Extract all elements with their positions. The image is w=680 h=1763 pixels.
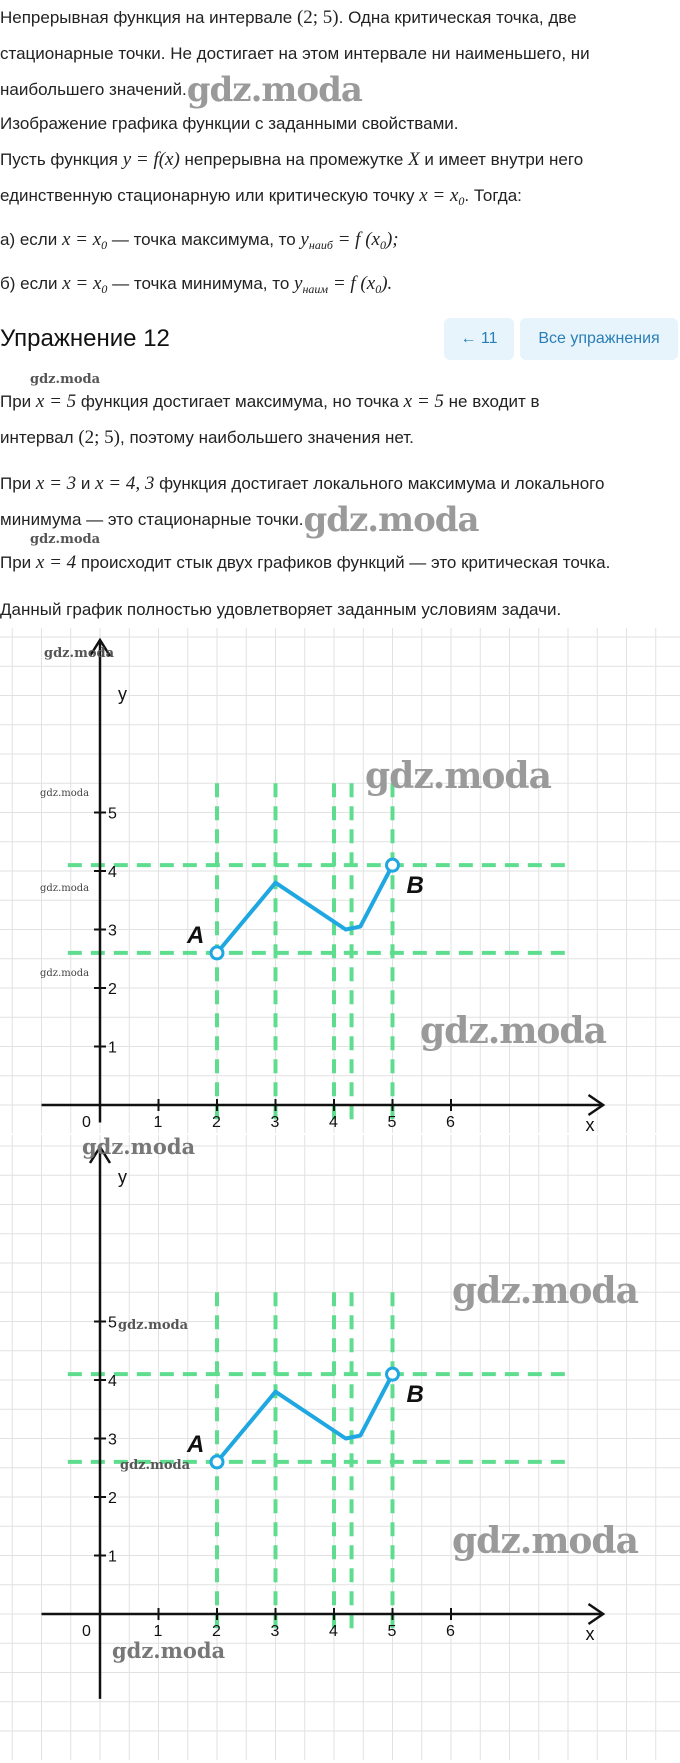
text: происходит стык двух графиков функций — это критическая точка. <box>76 553 611 572</box>
watermark: gdz.moda <box>82 1134 196 1159</box>
text: Данный график полностью удовлетворяет заданным условиям задачи. <box>0 600 562 619</box>
text: и имеет внутри него <box>419 150 584 169</box>
text-line-7 <box>0 228 399 257</box>
text: непрерывна на промежутке <box>179 150 409 169</box>
text-line-s2 <box>0 426 414 450</box>
text-line-1 <box>0 6 577 30</box>
text: функция достигает локального максимума и локального <box>154 474 605 493</box>
text: При <box>0 474 36 493</box>
watermark: gdz.moda <box>452 1270 638 1312</box>
x-tick-label: 0 <box>82 1114 91 1131</box>
watermark: gdz.moda <box>118 1318 189 1333</box>
math: = f (x <box>328 273 376 294</box>
math: y <box>294 273 303 294</box>
y-axis-label: y <box>118 1167 127 1187</box>
point-label: B <box>406 1381 424 1409</box>
math: x = 5 <box>35 391 77 412</box>
text: наибольшего значений. <box>0 80 187 99</box>
y-tick-label: 5 <box>108 805 117 823</box>
watermark: gdz.moda <box>30 372 101 387</box>
text: а) если <box>0 230 62 249</box>
math-sub: 0 <box>375 282 382 296</box>
text: интервал <box>0 428 79 447</box>
watermark: gdz.moda <box>40 788 90 799</box>
y-tick-label: 1 <box>108 1548 117 1566</box>
y-tick-label: 3 <box>108 1431 117 1449</box>
watermark: gdz.moda <box>365 755 551 797</box>
text: функция достигает максимума, но точка <box>76 392 404 411</box>
text: , поэтому наибольшего значения нет. <box>120 428 414 447</box>
watermark: gdz.moda <box>40 968 90 979</box>
text-line-s1 <box>0 390 540 414</box>
text-line-5 <box>0 148 583 172</box>
math: x = 4 <box>35 552 77 573</box>
x-tick-label: 0 <box>82 1623 91 1640</box>
x-tick-label: 5 <box>387 1114 397 1131</box>
text: не входит в <box>443 392 540 411</box>
y-tick-label: 5 <box>108 1314 117 1332</box>
math: (2; 5) <box>78 427 121 448</box>
watermark: gdz.moda <box>303 500 479 540</box>
math: = f (x <box>332 229 380 250</box>
math: x = 4, 3 <box>95 473 155 494</box>
text-line-s5 <box>0 551 610 575</box>
x-tick-label: 1 <box>153 1623 163 1640</box>
y-tick-label: 2 <box>108 981 117 998</box>
math-sub: 0 <box>379 238 386 252</box>
text-line-s3 <box>0 472 604 496</box>
text: При <box>0 392 36 411</box>
math: (2; 5) <box>296 7 339 28</box>
x-axis-label: x <box>585 1624 595 1644</box>
watermark: gdz.moda <box>40 883 90 894</box>
watermark: gdz.moda <box>112 1638 226 1663</box>
chart-1 <box>0 628 680 1133</box>
y-tick-label: 3 <box>108 922 117 940</box>
watermark: gdz.moda <box>120 1458 191 1473</box>
text: При <box>0 553 36 572</box>
math-sub: 0 <box>101 282 108 296</box>
text-line-4 <box>0 112 459 136</box>
math: y <box>300 229 309 250</box>
point-label: A <box>187 1430 205 1458</box>
open-endpoint <box>211 947 223 959</box>
open-endpoint <box>211 1456 223 1468</box>
watermark: gdz.moda <box>186 70 362 110</box>
all-exercises-button[interactable]: Все упражнения <box>520 318 678 360</box>
y-tick-label: 4 <box>108 1373 117 1390</box>
text: и <box>76 474 96 493</box>
math: ). <box>381 273 393 294</box>
math: y = f(x) <box>122 149 180 170</box>
x-tick-label: 6 <box>446 1114 455 1131</box>
text: Непрерывная функция на интервале <box>0 8 297 27</box>
text: Изображение графика функции с заданными свойствами. <box>0 114 459 133</box>
math: X <box>408 149 420 170</box>
text-line-s4 <box>0 500 479 540</box>
text-line-s6 <box>0 598 561 622</box>
x-tick-label: 2 <box>212 1114 221 1131</box>
y-axis-label: y <box>118 684 127 704</box>
x-tick-label: 3 <box>270 1114 280 1131</box>
math: ); <box>385 229 399 250</box>
x-axis-label: x <box>585 1115 595 1133</box>
open-endpoint <box>387 859 399 871</box>
x-tick-label: 1 <box>153 1114 163 1131</box>
watermark: gdz.moda <box>44 646 115 661</box>
y-tick-label: 1 <box>108 1039 117 1057</box>
text: — точка максимума, то <box>107 230 301 249</box>
math: x = x <box>419 185 459 206</box>
chart-2 <box>0 1135 680 1760</box>
open-endpoint <box>387 1368 399 1380</box>
text: . Одна критическая точка, две <box>338 8 577 27</box>
x-tick-label: 5 <box>387 1623 397 1640</box>
text: б) если <box>0 274 63 293</box>
x-tick-label: 4 <box>329 1623 338 1640</box>
text: — точка минимума, то <box>107 274 294 293</box>
math: x = x <box>62 273 102 294</box>
y-tick-label: 2 <box>108 1490 117 1507</box>
x-tick-label: 2 <box>212 1623 221 1640</box>
x-tick-label: 3 <box>270 1623 280 1640</box>
math-sub: 0 <box>458 194 465 208</box>
text: единственную стационарную или критическую точку <box>0 186 420 205</box>
text-line-6 <box>0 184 522 213</box>
x-tick-label: 4 <box>329 1114 338 1131</box>
math: x = 3 <box>35 473 77 494</box>
x-tick-label: 6 <box>446 1623 455 1640</box>
math-sub: наиб <box>308 238 333 252</box>
text-line-8 <box>0 272 392 301</box>
point-label: B <box>406 872 424 900</box>
text: стационарные точки. Не достигает на этом интервале ни наименьшего, ни <box>0 44 590 63</box>
prev-exercise-button[interactable]: ← 11 <box>444 318 514 360</box>
math-sub: 0 <box>101 238 108 252</box>
text-line-3 <box>0 70 362 110</box>
watermark: gdz.moda <box>420 1010 606 1052</box>
text-line-2 <box>0 42 590 66</box>
math: x = x <box>61 229 102 250</box>
math-sub: наим <box>302 282 329 296</box>
text: минимума — это стационарные точки. <box>0 510 304 529</box>
text: Пусть функция <box>0 150 123 169</box>
text: . Тогда: <box>464 186 522 205</box>
watermark: gdz.moda <box>452 1520 638 1562</box>
page-title: Упражнение 12 <box>0 325 170 352</box>
point-label: A <box>187 921 205 949</box>
watermark: gdz.moda <box>30 532 101 547</box>
math: x = 5 <box>403 391 444 412</box>
y-tick-label: 4 <box>108 864 117 881</box>
